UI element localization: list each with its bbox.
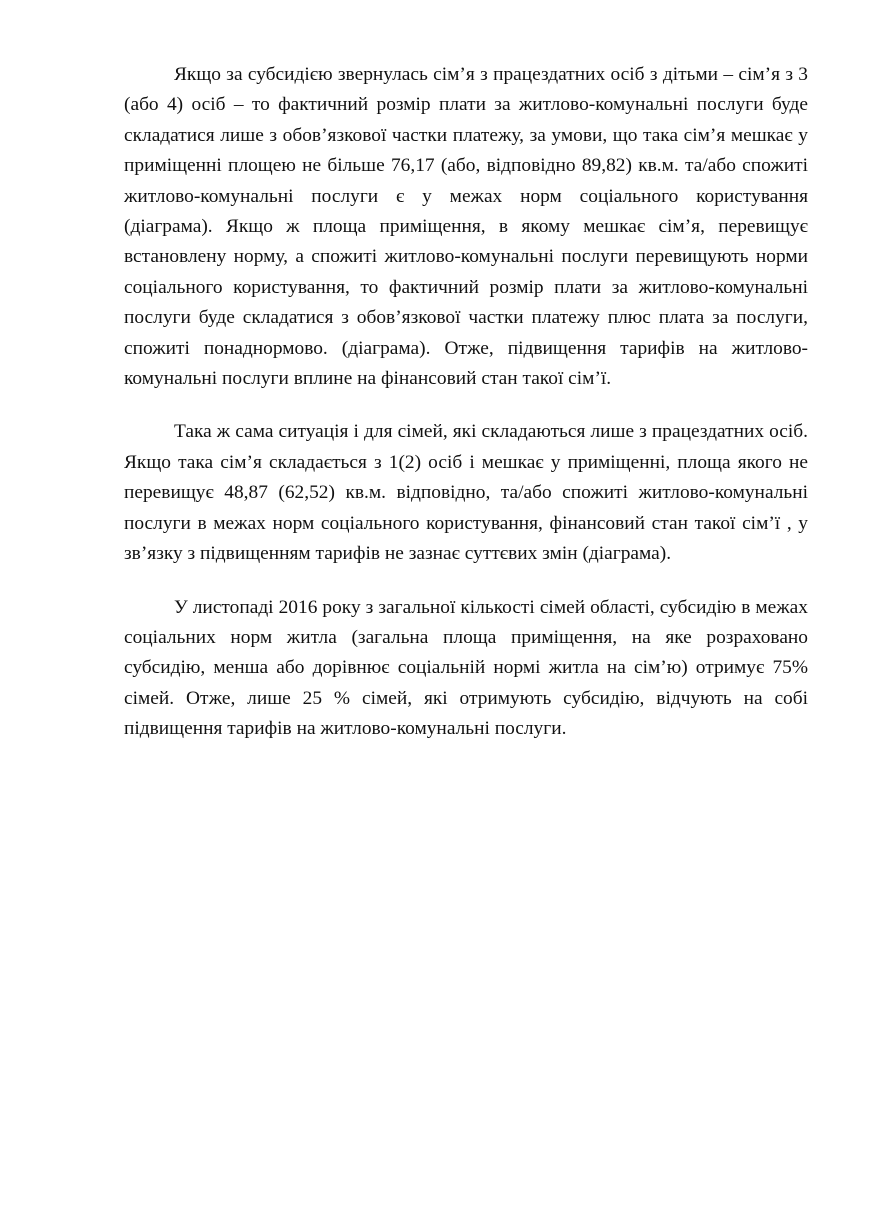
document-body (124, 60, 808, 768)
paragraph-1: Якщо за субсидією звернулась сім’я з працездатних осіб з дітьми – сім’я з 3 (або 4) осіб – то фактичний розмір плати за житлово-комунальні послуги буде складатися лише з обов’язкової частки платежу, за умови, що така сім’я мешкає у приміщенні площею не більше 76,17 (або, відповідно 89,82) кв.м. та/або спожиті житлово-комунальні послуги є у межах норм соціального користування (діаграма). Якщо ж площа приміщення, в якому мешкає сім’я, перевищує встановлену норму, а спожиті житлово-комунальні послуги перевищують норми соціального користування, то фактичний розмір плати за житлово-комунальні послуги буде складатися з обов’язкової частки платежу плюс плата за послуги, спожиті понаднормово. (діаграма). Отже, підвищення тарифів на житлово-комунальні послуги вплине на фінансовий стан такої сім’ї. (124, 64, 808, 390)
paragraph-2: Така ж сама ситуація і для сімей, які складаються лише з працездатних осіб. Якщо така сім’я складається з 1(2) осіб і мешкає у приміщенні, площа якого не перевищує 48,87 (62,52) кв.м. відповідно, та/або спожиті житлово-комунальні послуги в межах норм соціального користування, фінансовий стан такої сім’ї , у зв’язку з підвищенням тарифів не зазнає суттєвих змін (діаграма). (124, 421, 808, 565)
paragraph-3: У листопаді 2016 року з загальної кількості сімей області, субсидію в межах соціальних норм житла (загальна площа приміщення, на яке розраховано субсидію, менша або дорівнює соціальній нормі житла на сім’ю) отримує 75% сімей. Отже, лише 25 % сімей, які отримують субсидію, відчують на собі підвищення тарифів на житлово-комунальні послуги. (124, 596, 808, 740)
